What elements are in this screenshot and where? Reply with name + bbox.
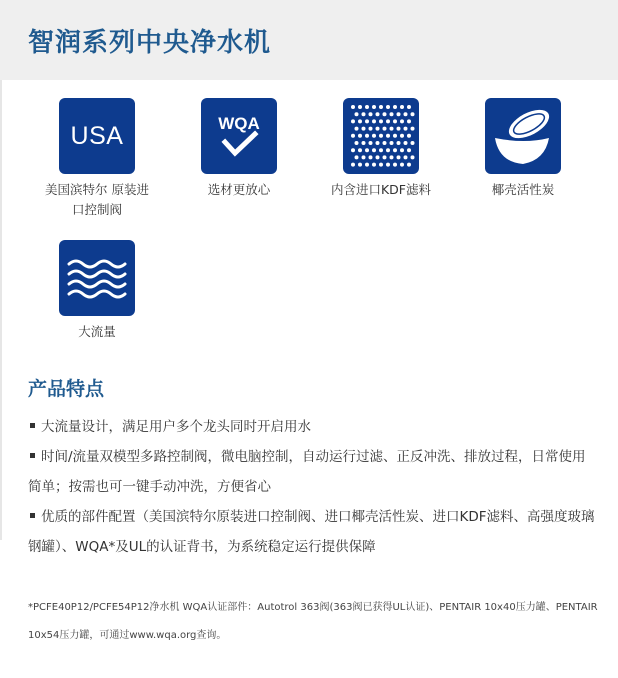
page-title: 智润系列中央净水机 — [28, 28, 272, 58]
feature-label: 椰壳活性炭 — [491, 182, 555, 197]
list-item: 大流量设计，满足用户多个龙头同时开启用水 — [28, 412, 598, 442]
wqa-icon-text: WQA — [218, 114, 260, 133]
feature-kdf — [316, 98, 446, 200]
feature-coconut — [458, 98, 588, 200]
usa-icon-text: USA — [70, 121, 124, 150]
feature-usa — [32, 98, 162, 220]
usa-icon — [59, 98, 135, 174]
kdf-particles-icon — [343, 98, 419, 174]
feature-label: 美国滨特尔 原装进口控制阀 — [45, 182, 149, 217]
feature-points-list — [28, 412, 598, 562]
list-item: 优质的部件配置（美国滨特尔原装进口控制阀、进口椰壳活性炭、进口KDF滤料、高强度玻璃钢罐）、WQA*及UL的认证背书，为系统稳定运行提供保障 — [28, 509, 595, 555]
wqa-checkmark-icon — [201, 98, 277, 174]
feature-label: 大流量 — [78, 324, 116, 339]
list-item: 时间/流量双模型多路控制阀，微电脑控制，自动运行过滤、正反冲洗、排放过程，日常使用简单；按需也可一键手动冲洗，方便省心 — [28, 449, 586, 495]
section-title: 产品特点 — [28, 378, 105, 400]
feature-label: 内含进口KDF滤料 — [330, 182, 431, 197]
feature-label: 选材更放心 — [207, 182, 271, 197]
divider — [0, 80, 2, 540]
water-waves-icon — [59, 240, 135, 316]
feature-wqa — [174, 98, 304, 200]
header-bar — [0, 0, 618, 80]
coconut-shell-icon — [485, 98, 561, 174]
footnote: *PCFE40P12/PCFE54P12净水机 WQA认证部件：Autotrol 363阀(363阀已获得UL认证)、PENTAIR 10x40压力罐、PENTAIR 10x54压力罐，可通过www.wqa.org查询。 — [28, 602, 598, 641]
feature-flow — [32, 240, 162, 342]
